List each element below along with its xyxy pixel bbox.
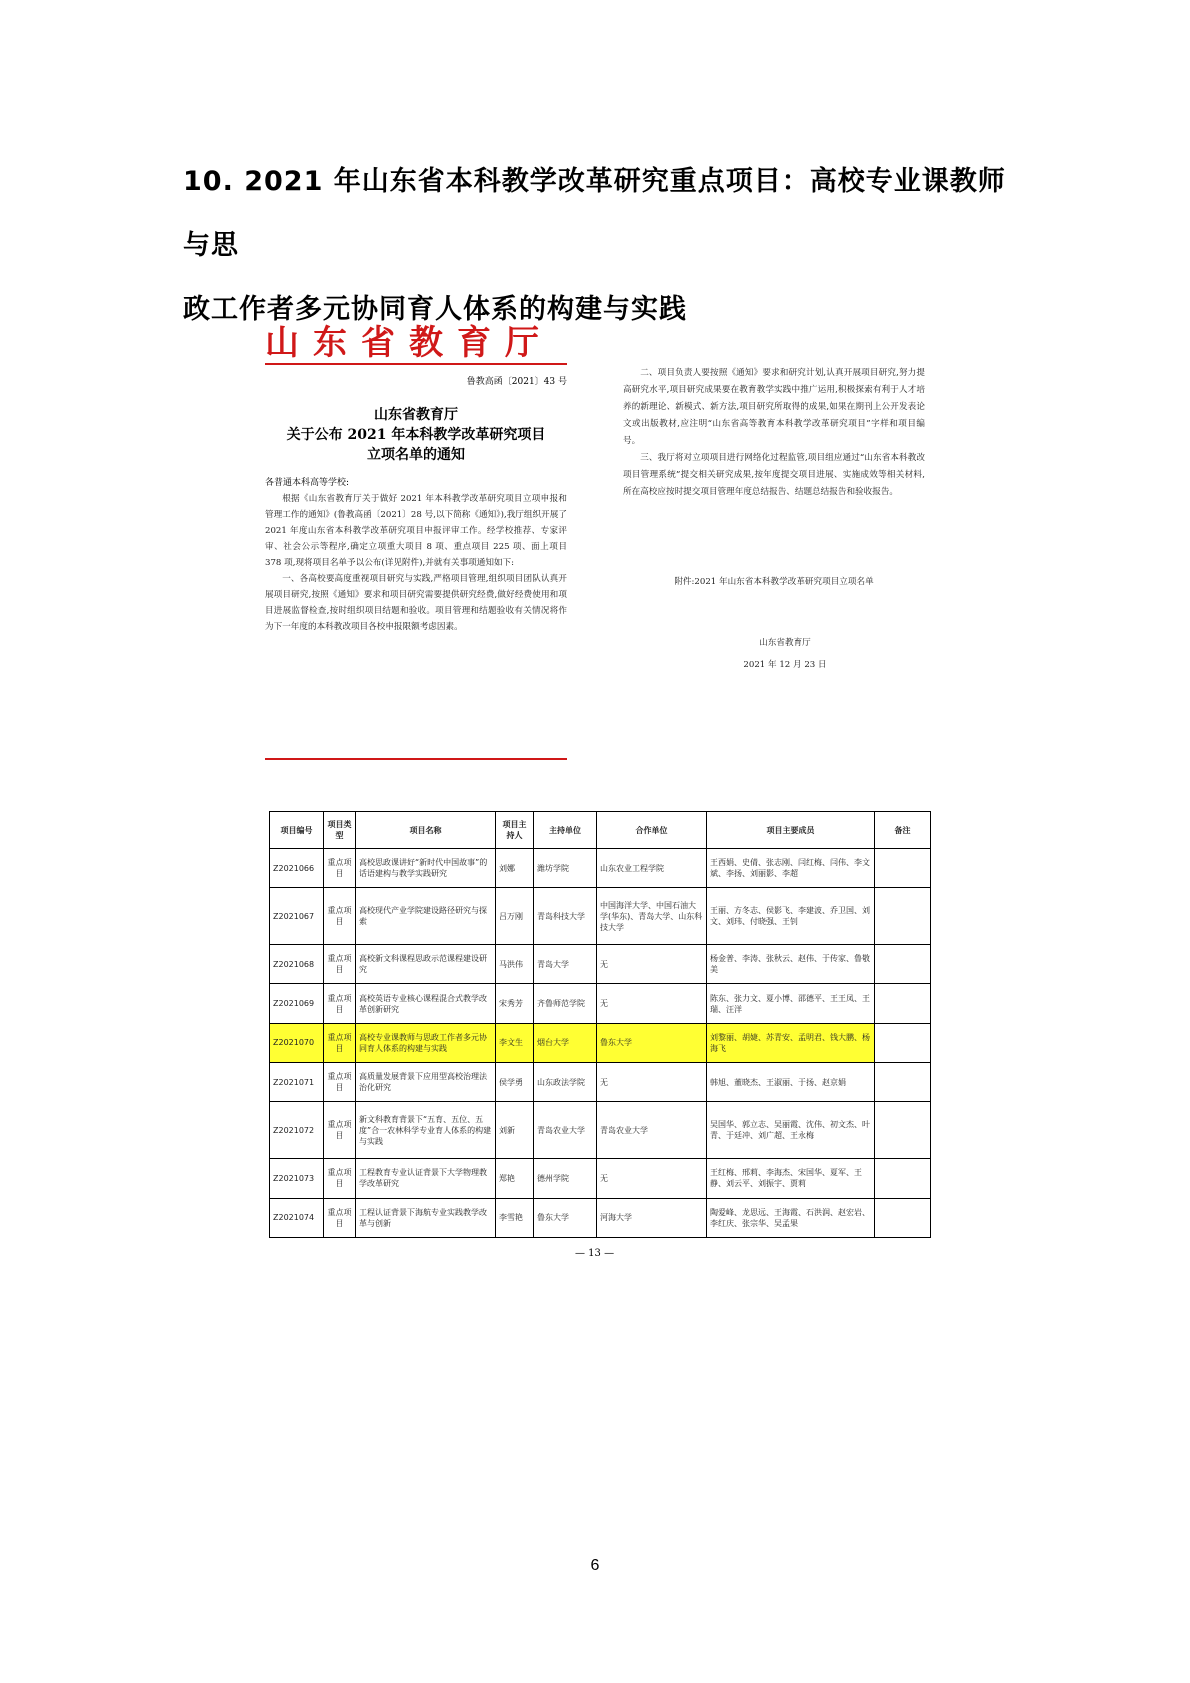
header-cell: 项目名称	[356, 812, 496, 849]
table-cell-code: Z2021066	[270, 849, 324, 888]
table-cell-members: 韩旭、董晓杰、王淑丽、于扬、赵京娟	[707, 1063, 875, 1102]
notice-title-line: 关于公布 2021 年本科教学改革研究项目	[286, 427, 546, 443]
bottom-rule	[265, 758, 567, 760]
table-cell-code: Z2021071	[270, 1063, 324, 1102]
table-cell-unit: 德州学院	[534, 1159, 597, 1198]
notice-title-line: 立项名单的通知	[367, 447, 465, 463]
table-cell-code: Z2021070	[270, 1023, 324, 1062]
table-cell-note	[875, 1198, 931, 1237]
table-header-row	[270, 812, 931, 849]
table-cell-code: Z2021074	[270, 1198, 324, 1237]
header-cell: 合作单位	[597, 812, 707, 849]
table-cell-leader: 李文生	[496, 1023, 534, 1062]
table-cell-note	[875, 888, 931, 945]
table-row	[270, 945, 931, 984]
table-row	[270, 1102, 931, 1159]
notice-scan	[265, 305, 925, 760]
table-cell-members: 刘黎丽、胡婕、苏青安、孟明君、钱大鹏、杨海飞	[707, 1023, 875, 1062]
table-cell-leader: 侯学勇	[496, 1063, 534, 1102]
table-cell-name: 高校新文科课程思政示范课程建设研究	[356, 945, 496, 984]
heading-line-2: 政工作者多元协同育人体系的构建与实践	[183, 294, 687, 325]
inner-page-marker: — 13 —	[575, 1248, 615, 1259]
table-cell-partner: 鲁东大学	[597, 1023, 707, 1062]
table-cell-members: 陶爱峰、龙思远、王海霞、石洪润、赵宏岩、李红庆、张宗华、吴孟果	[707, 1198, 875, 1237]
heading-line-1: 10. 2021 年山东省本科教学改革研究重点项目：高校专业课教师与思	[183, 166, 1006, 261]
table-row	[270, 849, 931, 888]
table-cell-members: 吴国华、郭立志、吴丽霞、沈伟、初文杰、叶青、于廷冲、刘广超、王永梅	[707, 1102, 875, 1159]
table-cell-name: 高质量发展背景下应用型高校治理法治化研究	[356, 1063, 496, 1102]
table-cell-type: 重点项目	[324, 984, 356, 1023]
table-cell-note	[875, 1159, 931, 1198]
table-cell-members: 杨金普、李涛、张秋云、赵伟、于传家、鲁敬美	[707, 945, 875, 984]
table-cell-leader: 郑艳	[496, 1159, 534, 1198]
table-cell-code: Z2021068	[270, 945, 324, 984]
addressee: 各普通本科高等学校:	[265, 478, 350, 488]
table-cell-code: Z2021069	[270, 984, 324, 1023]
notice-paragraph: 一、各高校要高度重视项目研究与实践,严格项目管理,组织项目团队认真开展项目研究,按照《通知》要求和项目研究需要提供研究经费,做好经费使用和项目进展监督检查,按时组织项目结题和验收。项目管理和结题验收有关情况将作为下一年度的本科教改项目各校申报限额考虑因素。	[265, 574, 567, 632]
table-cell-note	[875, 1102, 931, 1159]
page-number: 6	[590, 1557, 600, 1574]
table-cell-type: 重点项目	[324, 1102, 356, 1159]
table-cell-name: 高校英语专业核心课程混合式教学改革创新研究	[356, 984, 496, 1023]
sign-date: 2021 年 12 月 23 日	[743, 660, 827, 670]
table-cell-note	[875, 849, 931, 888]
table-cell-partner: 无	[597, 1063, 707, 1102]
table-cell-unit: 齐鲁师范学院	[534, 984, 597, 1023]
table-cell-partner: 山东农业工程学院	[597, 849, 707, 888]
table-cell-code: Z2021072	[270, 1102, 324, 1159]
table-cell-unit: 潍坊学院	[534, 849, 597, 888]
table-cell-leader: 刘新	[496, 1102, 534, 1159]
table-cell-partner: 河海大学	[597, 1198, 707, 1237]
notice-paragraph: 根据《山东省教育厅关于做好 2021 年本科教学改革研究项目立项申报和管理工作的通知》(鲁教高函〔2021〕28 号,以下简称《通知》),我厅组织开展了 2021 年度山东省本科教学改革研究项目申报评审工作。经学校推荐、专家评审、社会公示等程序,确定立项重大项目 8 项、重点项目 225 项、面上项目 378 项,现将项目名单予以公布(详见附件),并就有关事项通知如下:	[265, 494, 567, 568]
table-cell-unit: 青岛大学	[534, 945, 597, 984]
table-cell-type: 重点项目	[324, 849, 356, 888]
notice-paragraph: 三、我厅将对立项项目进行网络化过程监管,项目组应通过“山东省本科教改项目管理系统”提交相关研究成果,按年度提交项目进展、实施成效等相关材料,所在高校应按时提交项目管理年度总结报告、结题总结报告和验收报告。	[623, 453, 925, 497]
table-cell-leader: 吕万刚	[496, 888, 534, 945]
table-row	[270, 1023, 931, 1062]
notice-title	[265, 405, 567, 465]
table-cell-unit: 青岛科技大学	[534, 888, 597, 945]
header-cell: 项目编号	[270, 812, 324, 849]
table-row	[270, 1198, 931, 1237]
table-cell-partner: 青岛农业大学	[597, 1102, 707, 1159]
table-cell-name: 工程教育专业认证背景下大学物理教学改革研究	[356, 1159, 496, 1198]
notice-right-column	[623, 365, 925, 501]
header-cell: 项目主要成员	[707, 812, 875, 849]
table-cell-type: 重点项目	[324, 1023, 356, 1062]
table-cell-type: 重点项目	[324, 1198, 356, 1237]
table-cell-name: 高校专业课教师与思政工作者多元协同育人体系的构建与实践	[356, 1023, 496, 1062]
table-cell-members: 王西娟、史倩、张志刚、闫红梅、闫伟、李文斌、李扬、刘丽影、李超	[707, 849, 875, 888]
table-cell-note	[875, 1063, 931, 1102]
table-cell-type: 重点项目	[324, 888, 356, 945]
table-cell-note	[875, 984, 931, 1023]
table-cell-unit: 青岛农业大学	[534, 1102, 597, 1159]
header-cell: 项目主持人	[496, 812, 534, 849]
header-cell: 主持单位	[534, 812, 597, 849]
table-cell-code: Z2021067	[270, 888, 324, 945]
table-cell-note	[875, 1023, 931, 1062]
notice-left-column	[265, 491, 567, 635]
notice-title-line: 山东省教育厅	[374, 407, 458, 423]
table-cell-name: 高校思政课讲好“新时代中国故事”的话语建构与教学实践研究	[356, 849, 496, 888]
table-cell-leader: 宋秀芳	[496, 984, 534, 1023]
table-cell-members: 陈东、张力文、夏小博、邵德平、王王凤、王瑞、汪洋	[707, 984, 875, 1023]
table-row	[270, 888, 931, 945]
signature-block	[685, 632, 885, 676]
masthead-rule	[265, 363, 567, 365]
table-cell-type: 重点项目	[324, 945, 356, 984]
table-cell-type: 重点项目	[324, 1159, 356, 1198]
doc-number: 鲁教高函〔2021〕43 号	[466, 377, 567, 387]
table-cell-unit: 烟台大学	[534, 1023, 597, 1062]
table-cell-partner: 无	[597, 984, 707, 1023]
table-cell-partner: 无	[597, 945, 707, 984]
table-cell-members: 王丽、方冬志、侯影飞、李建波、乔卫国、刘文、刘玮、付晓强、王钊	[707, 888, 875, 945]
table-cell-name: 高校现代产业学院建设路径研究与探索	[356, 888, 496, 945]
signature: 山东省教育厅	[759, 638, 811, 648]
table-cell-unit: 鲁东大学	[534, 1198, 597, 1237]
table-cell-note	[875, 945, 931, 984]
table-cell-unit: 山东政法学院	[534, 1063, 597, 1102]
table-cell-partner: 无	[597, 1159, 707, 1198]
table-cell-partner: 中国海洋大学、中国石油大学(华东)、青岛大学、山东科技大学	[597, 888, 707, 945]
header-cell: 备注	[875, 812, 931, 849]
table-cell-leader: 刘娜	[496, 849, 534, 888]
masthead: 山东省教育厅	[265, 323, 553, 363]
attachment-line: 附件:2021 年山东省本科教学改革研究项目立项名单	[674, 577, 874, 587]
table-cell-members: 王红梅、邢莉、李海杰、宋国华、夏军、王静、刘云平、刘振宇、贾莉	[707, 1159, 875, 1198]
table-cell-name: 新文科教育背景下“五育、五位、五度”合一农林科学专业育人体系的构建与实践	[356, 1102, 496, 1159]
table-row	[270, 1159, 931, 1198]
table-cell-leader: 李雪艳	[496, 1198, 534, 1237]
project-table	[269, 811, 931, 1238]
header-cell: 项目类型	[324, 812, 356, 849]
table-cell-type: 重点项目	[324, 1063, 356, 1102]
table-row	[270, 1063, 931, 1102]
table-cell-code: Z2021073	[270, 1159, 324, 1198]
notice-paragraph: 二、项目负责人要按照《通知》要求和研究计划,认真开展项目研究,努力提高研究水平,项目研究成果要在教育教学实践中推广运用,积极探索有利于人才培养的新理论、新模式、新方法,项目研究所取得的成果,如果在期刊上公开发表论文或出版教材,应注明“山东省高等教育本科教学改革研究项目”字样和项目编号。	[623, 368, 925, 446]
table-row	[270, 984, 931, 1023]
table-cell-name: 工程认证背景下海航专业实践教学改革与创新	[356, 1198, 496, 1237]
table-cell-leader: 马洪伟	[496, 945, 534, 984]
